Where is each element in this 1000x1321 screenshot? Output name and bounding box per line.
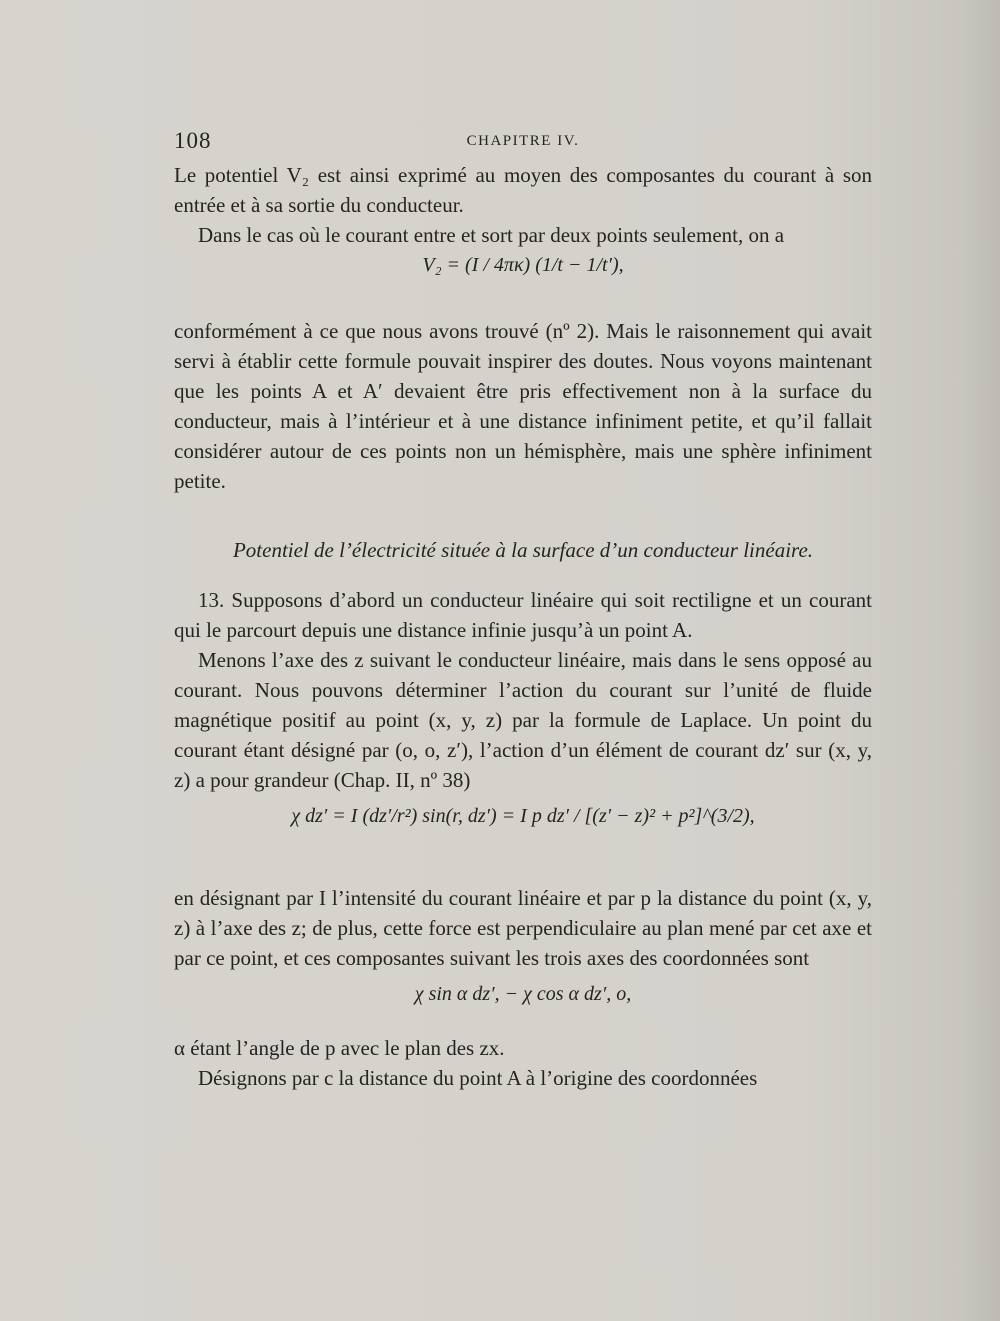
formula-laplace-text: χ dz′ = I (dz′/r²) sin(r, dz′) = I p dz′ / [(z′ − z)² + p²]^(3/2), <box>291 805 755 827</box>
formula-potential-v2-text: V₂ = (I / 4πκ) (1/t − 1/t′), <box>422 254 624 276</box>
page-content <box>174 128 872 1093</box>
paragraph-alpha: α étant l’angle de p avec le plan des zx. <box>174 1036 505 1060</box>
paragraph-13: 13. Supposons d’abord un conducteur linéaire qui soit rectiligne et un courant qui le parcourt depuis une distance infinie jusqu’à un point A. <box>174 588 872 642</box>
paragraph-axe-z: Menons l’axe des z suivant le conducteur linéaire, mais dans le sens opposé au courant. Nous pouvons déterminer l’action du courant sur l’unité de fluide magnétique positif au point (x, y, z) par la formule de Laplace. Un point du courant étant désigné par (o, o, z′), l’action d’un élément de courant dz′ sur (x, y, z) a pour grandeur (Chap. II, nº 38) <box>174 648 872 792</box>
paragraph-potential-v2: Le potentiel V₂ est ainsi exprimé au moyen des composantes du courant à son entrée et à sa sortie du conducteur. <box>174 163 872 217</box>
paragraph-conformement: conformément à ce que nous avons trouvé (nº 2). Mais le raisonnement qui avait servi à établir cette formule pouvait inspirer des doutes. Nous voyons maintenant que les points A et A′ devaient être pris effectivement non à la surface du conducteur, mais à l’intérieur et à une distance infiniment petite, et qu’il fallait considérer autour de ces points non un hémisphère, mais une sphère infiniment petite. <box>174 319 872 493</box>
formula-components-text: χ sin α dz′, − χ cos α dz′, o, <box>414 983 632 1005</box>
section-title: Potentiel de l’électricité située à la surface d’un conducteur linéaire. <box>232 538 814 562</box>
formula-components <box>174 973 872 1033</box>
formula-laplace <box>174 799 872 883</box>
paragraph-designons: Désignons par c la distance du point A à l’origine des coordonnées <box>198 1066 758 1090</box>
formula-potential-v2 <box>174 250 872 316</box>
chapter-title: CHAPITRE IV. <box>466 133 580 149</box>
paragraph-intensite: en désignant par I l’intensité du courant linéaire et par p la distance du point (x, y, z) à l’axe des z; de plus, cette force est perpendiculaire au plan mené par cet axe et par ce point, et ces composantes suivant les trois axes des coordonnées sont <box>174 886 872 970</box>
paragraph-two-points: Dans le cas où le courant entre et sort par deux points seulement, on a <box>198 223 785 247</box>
running-head <box>174 128 872 160</box>
page-number: 108 <box>174 128 212 153</box>
